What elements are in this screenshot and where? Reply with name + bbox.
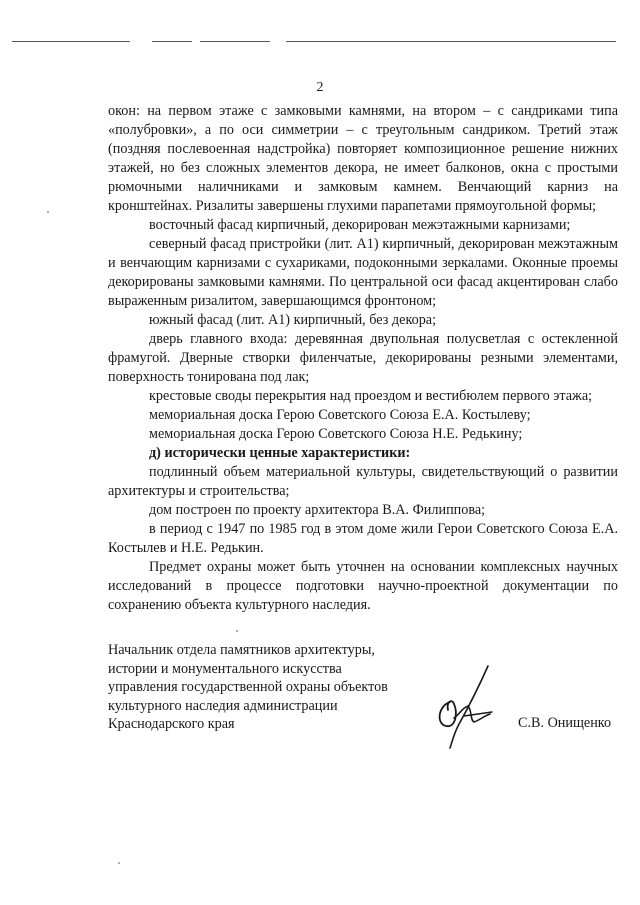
paragraph: восточный фасад кирпичный, декорирован межэтажными карнизами;	[149, 217, 571, 233]
scan-speck	[118, 862, 120, 864]
paragraph: южный фасад (лит. А1) кирпичный, без декора;	[149, 312, 437, 328]
scan-speck	[47, 211, 49, 213]
paragraph: северный фасад пристройки (лит. А1) кирпичный, декорирован межэтажным и венчающим карнизами с сухариками, подоконными зеркалами. Оконные проемы декорированы замковыми камнями. По центральной оси фасад акцентирован слабо выраженным ризалитом, завершающимся фронтоном;	[108, 236, 618, 309]
scan-edge-line	[12, 41, 130, 42]
signatory-title-line: Краснодарского края	[108, 716, 235, 733]
signer-name: С.В. Онищенко	[518, 715, 612, 731]
paragraph: мемориальная доска Герою Советского Союза Н.Е. Редькину;	[149, 426, 523, 442]
paragraph: в период с 1947 по 1985 год в этом доме жили Герои Советского Союза Е.А. Костылев и Н.Е. Редькин.	[108, 521, 618, 556]
paragraph: окон: на первом этаже с замковыми камнями, на втором – с сандриками типа «полубровки», а по оси симметрии – с треугольным сандриком. Третий этаж (поздняя послевоенная надстройка) повторяет композиционное решение нижних этажей, но без сложных элементов декора, не имеет балконов, окна с простыми рюмочными наличниками и замковым камнем. Венчающий карниз на кронштейнах. Ризалиты завершены глухими парапетами прямоугольной формы;	[108, 103, 618, 214]
scan-edge-line	[152, 41, 192, 42]
paragraph: подлинный объем материальной культуры, свидетельствующий о развитии архитектуры и строительства;	[108, 464, 618, 499]
signatory-title-line: истории и монументального искусства	[108, 660, 342, 677]
document-body	[108, 102, 618, 615]
scan-edge-line	[200, 41, 270, 42]
paragraph: Предмет охраны может быть уточнен на основании комплексных научных исследований в процессе подготовки научно-проектной документации по сохранению объекта культурного наследия.	[108, 559, 618, 613]
paragraph: мемориальная доска Герою Советского Союза Е.А. Костылеву;	[149, 407, 531, 423]
signatory-title-line: культурного наследия администрации	[108, 697, 338, 714]
paragraph: дверь главного входа: деревянная двупольная полусветлая с остекленной фрамугой. Дверные створки филенчатые, декорированы резными элементами, поверхность тонирована под лак;	[108, 331, 618, 385]
handwritten-signature	[428, 662, 498, 752]
signatory-title	[108, 641, 398, 734]
scan-edge-line	[286, 41, 616, 42]
paragraph: крестовые своды перекрытия над проездом и вестибюлем первого этажа;	[149, 388, 593, 404]
section-heading: д) исторически ценные характеристики:	[149, 445, 411, 461]
signatory-title-line: Начальник отдела памятников архитектуры,	[108, 642, 375, 658]
signatory-title-line: управления государственной охраны объектов	[108, 679, 388, 696]
paragraph: дом построен по проекту архитектора В.А. Филиппова;	[149, 502, 486, 518]
page-number: 2	[316, 80, 324, 95]
scan-speck	[236, 630, 238, 632]
